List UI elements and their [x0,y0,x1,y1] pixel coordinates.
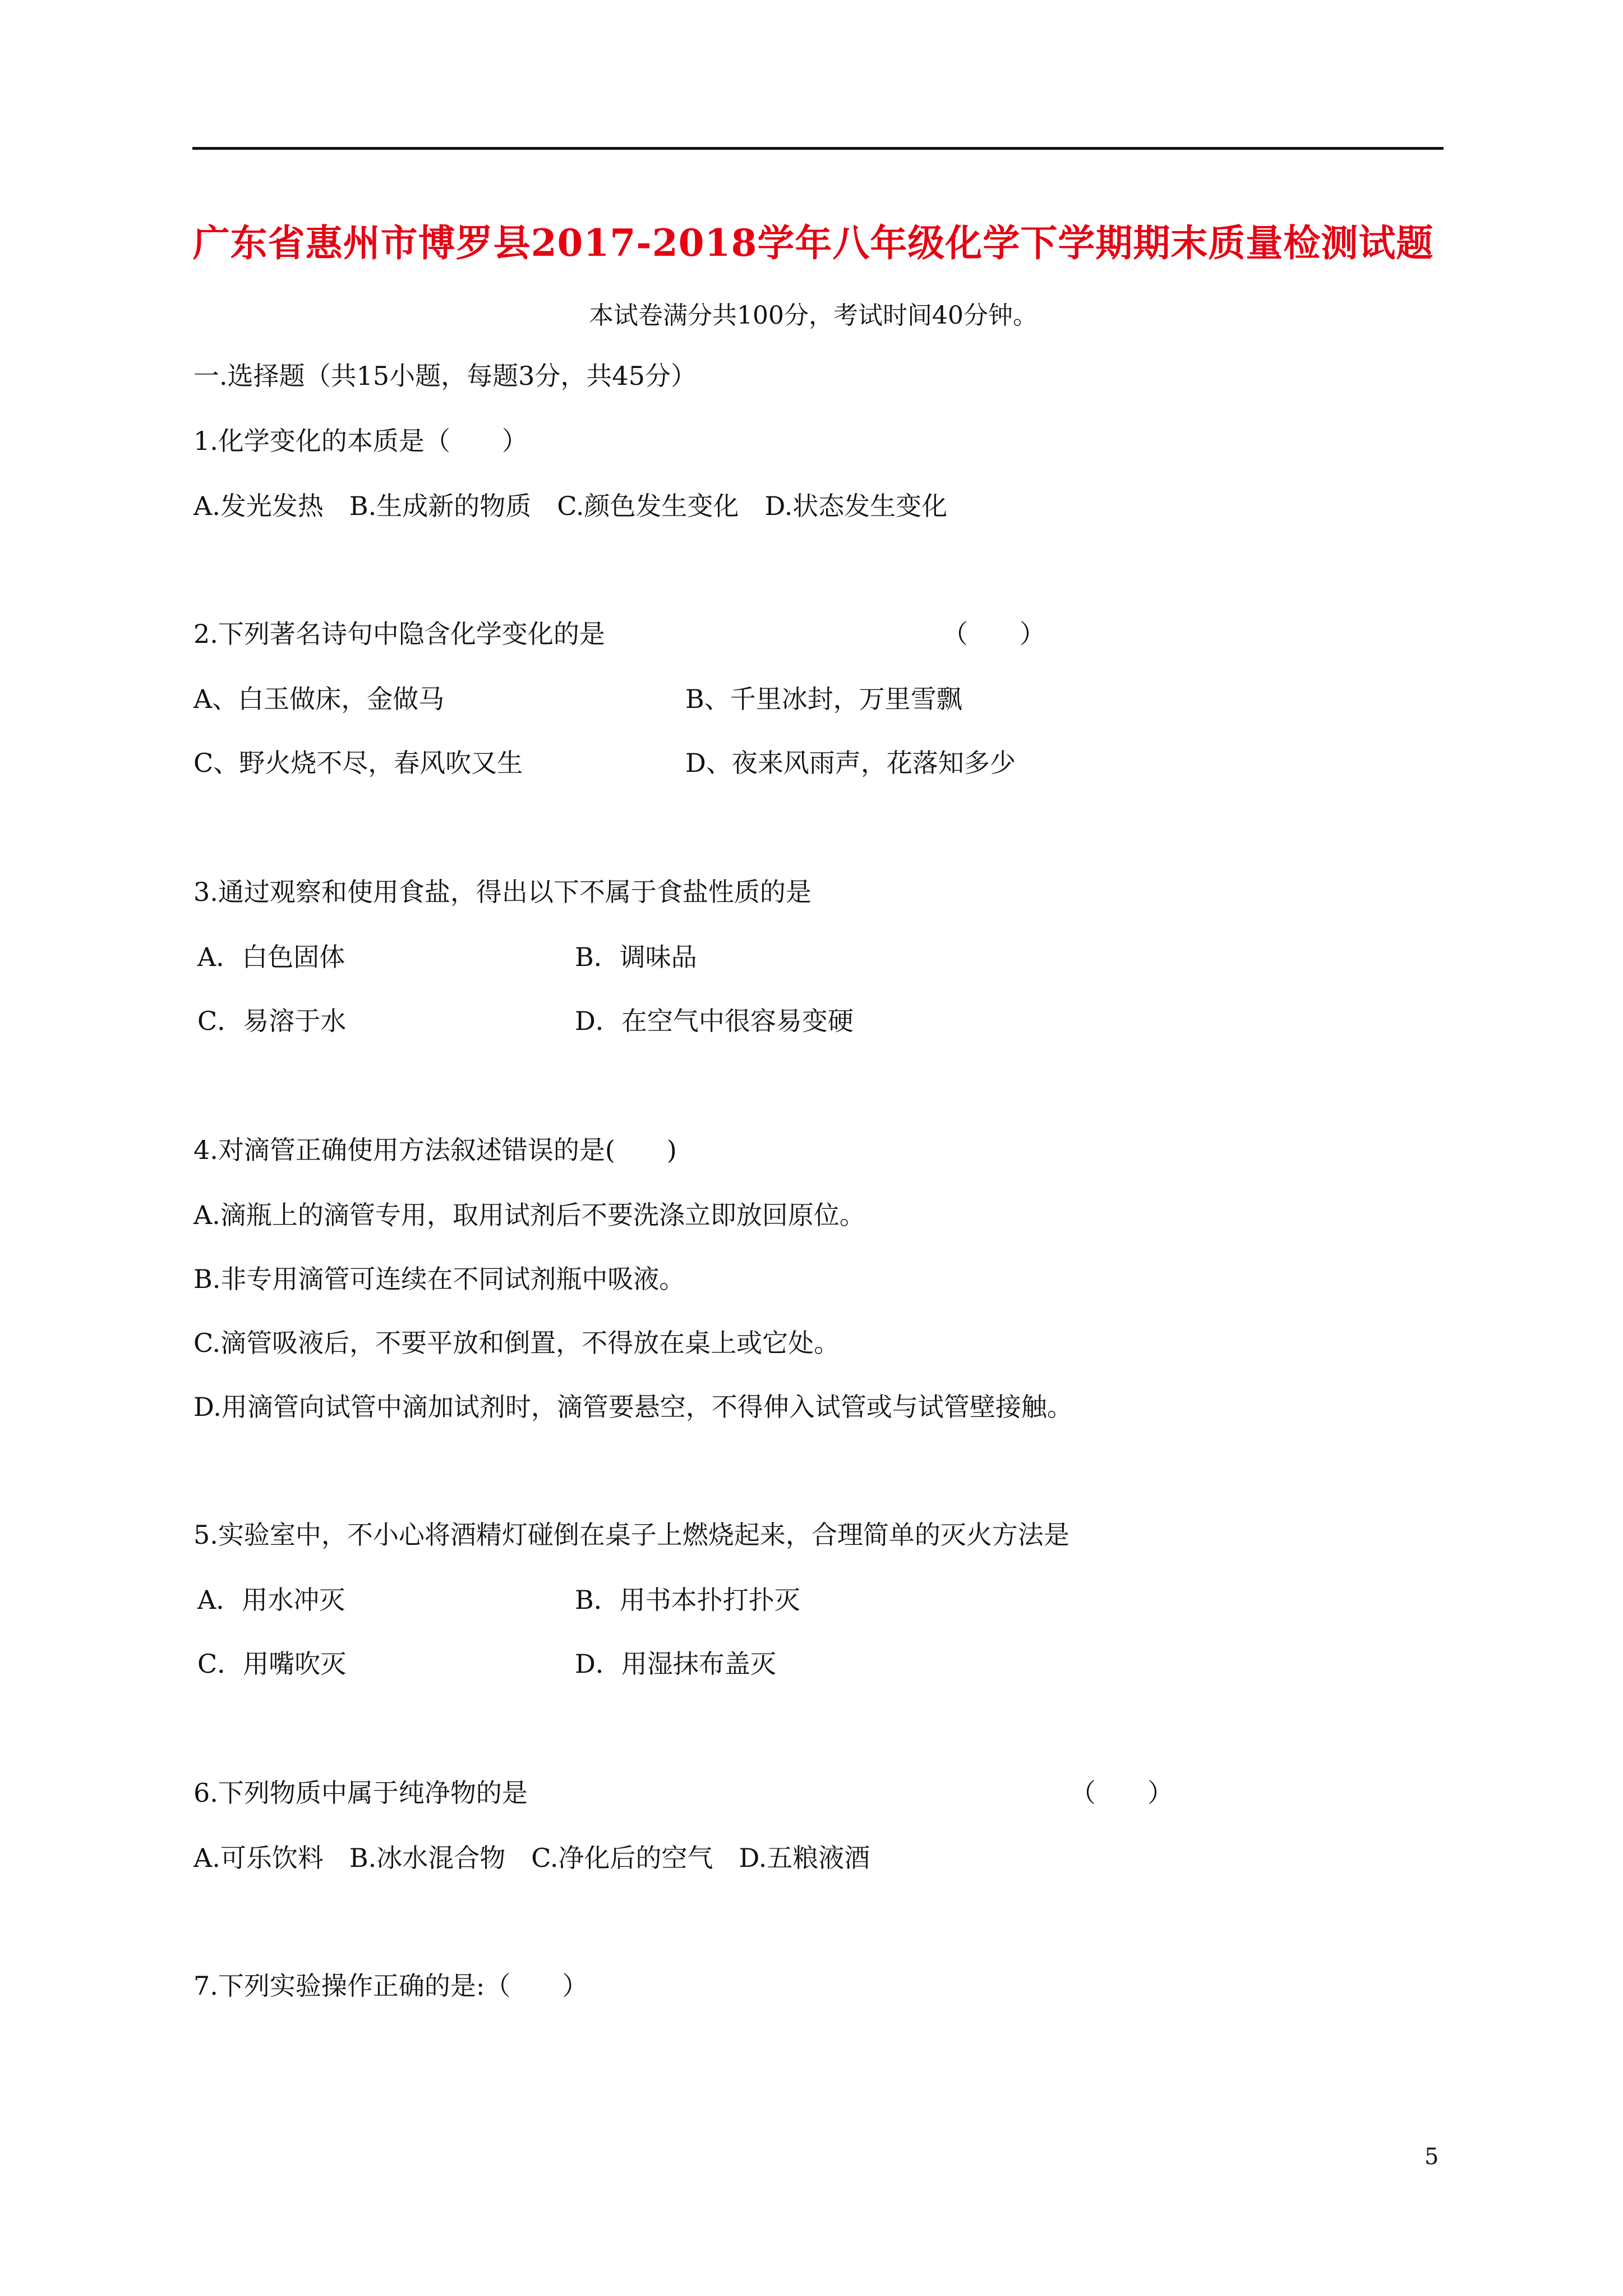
question-4-option-b: B.非专用滴管可连续在不同试剂瓶中吸液。 [193,1264,685,1294]
question-5-option-d: D．用湿抹布盖灭 [575,1649,776,1679]
question-3-stem: 3.通过观察和使用食盐，得出以下不属于食盐性质的是 [193,877,811,907]
question-2-option-b: B、千里冰封，万里雪飘 [685,684,962,714]
question-5-option-a: A．用水冲灭 [197,1585,345,1615]
question-4-option-d: D.用滴管向试管中滴加试剂时，滴管要悬空，不得伸入试管或与试管壁接触。 [193,1392,1073,1422]
exam-title: 广东省惠州市博罗县2017-2018学年八年级化学下学期期末质量检测试题 [192,221,1434,265]
question-5-option-b: B．用书本扑打扑灭 [575,1585,800,1615]
header-rule [192,147,1444,150]
question-6-answer-paren: （ ） [1070,1778,1173,1808]
question-2-answer-paren: （ ） [942,619,1045,649]
question-6-stem: 6.下列物质中属于纯净物的是 [193,1778,528,1808]
question-7-stem: 7.下列实验操作正确的是:（ ） [193,1971,588,2001]
question-1-options: A.发光发热 B.生成新的物质 C.颜色发生变化 D.状态发生变化 [193,491,948,521]
question-2-option-c: C、野火烧不尽，春风吹又生 [193,748,523,778]
question-4-option-c: C.滴管吸液后，不要平放和倒置，不得放在桌上或它处。 [193,1328,840,1358]
question-5-stem: 5.实验室中，不小心将酒精灯碰倒在桌子上燃烧起来，合理简单的灭火方法是 [193,1520,1069,1550]
question-3-option-a: A．白色固体 [197,942,345,972]
question-3-option-c: C．易溶于水 [197,1006,347,1036]
question-5-option-c: C．用嘴吹灭 [197,1649,347,1679]
question-2-option-a: A、白玉做床，金做马 [193,684,445,714]
question-6-options: A.可乐饮料 B.冰水混合物 C.净化后的空气 D.五粮液酒 [193,1843,870,1873]
question-3-option-d: D．在空气中很容易变硬 [575,1006,854,1036]
question-2-option-d: D、夜来风雨声，花落知多少 [685,748,1016,778]
exam-subtitle: 本试卷满分共100分，考试时间40分钟。 [589,301,1038,330]
section-heading: 一.选择题（共15小题，每题3分，共45分） [193,361,697,391]
question-1-stem: 1.化学变化的本质是（ ） [193,426,528,456]
question-2-stem: 2.下列著名诗句中隐含化学变化的是 [193,619,605,649]
question-4-stem: 4.对滴管正确使用方法叙述错误的是( ) [193,1135,677,1165]
page-number: 5 [1424,2144,1439,2170]
question-4-option-a: A.滴瓶上的滴管专用，取用试剂后不要洗涤立即放回原位。 [193,1200,865,1230]
question-3-option-b: B．调味品 [575,942,697,972]
